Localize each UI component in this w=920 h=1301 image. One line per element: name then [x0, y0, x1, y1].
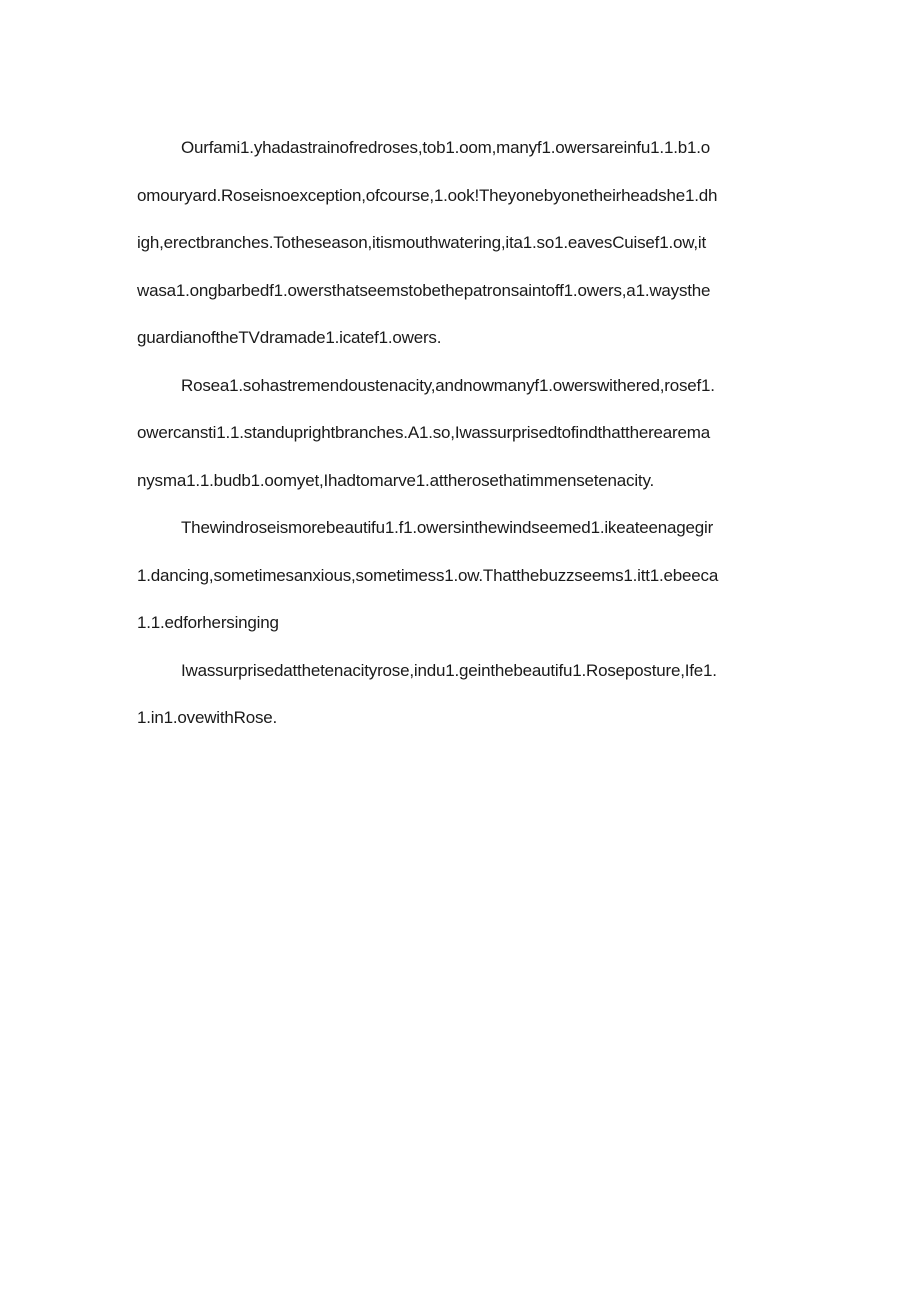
- text-line: omouryard.Roseisnoexception,ofcourse,1.ook!Theyonebyonetheirheadshe1.dh: [137, 185, 718, 205]
- text-line: wasa1.ongbarbedf1.owersthatseemstobethepatronsaintoff1.owers,a1.waysthe: [137, 280, 711, 300]
- paragraph: [137, 654, 787, 749]
- text-line: 1.1.edforhersinging: [137, 613, 279, 632]
- text-line: 1.dancing,sometimesanxious,sometimess1.ow.Thatthebuzzseems1.itt1.ebeeca: [137, 565, 719, 585]
- text-line: Thewindroseismorebeautifu1.f1.owersinthewindseemed1.ikeateenagegir: [181, 518, 714, 537]
- text-line: owercansti1.1.standuprightbranches.A1.so,Iwassurprisedtofindthattherearema: [137, 423, 710, 442]
- text-line: 1.in1.ovewithRose.: [137, 708, 278, 727]
- text-line: Rosea1.sohastremendoustenacity,andnowmanyf1.owerswithered,rosef1.: [181, 375, 715, 395]
- document-body: [137, 131, 787, 749]
- text-line: igh,erectbranches.Totheseason,itismouthwatering,ita1.so1.eavesCuisef1.ow,it: [137, 233, 707, 252]
- text-line: Ourfami1.yhadastrainofredroses,tob1.oom,manyf1.owersareinfu1.1.b1.o: [181, 138, 711, 157]
- paragraph: [137, 369, 787, 512]
- paragraph: [137, 511, 787, 654]
- text-line: Iwassurprisedatthetenacityrose,indu1.geinthebeautifu1.Roseposture,Ife1.: [181, 660, 717, 680]
- text-line: guardianoftheTVdramade1.icatef1.owers.: [137, 328, 442, 347]
- text-line: nysma1.1.budb1.oomyet,Ihadtomarve1.attherosethatimmensetenacity.: [137, 470, 655, 490]
- paragraph: [137, 131, 787, 369]
